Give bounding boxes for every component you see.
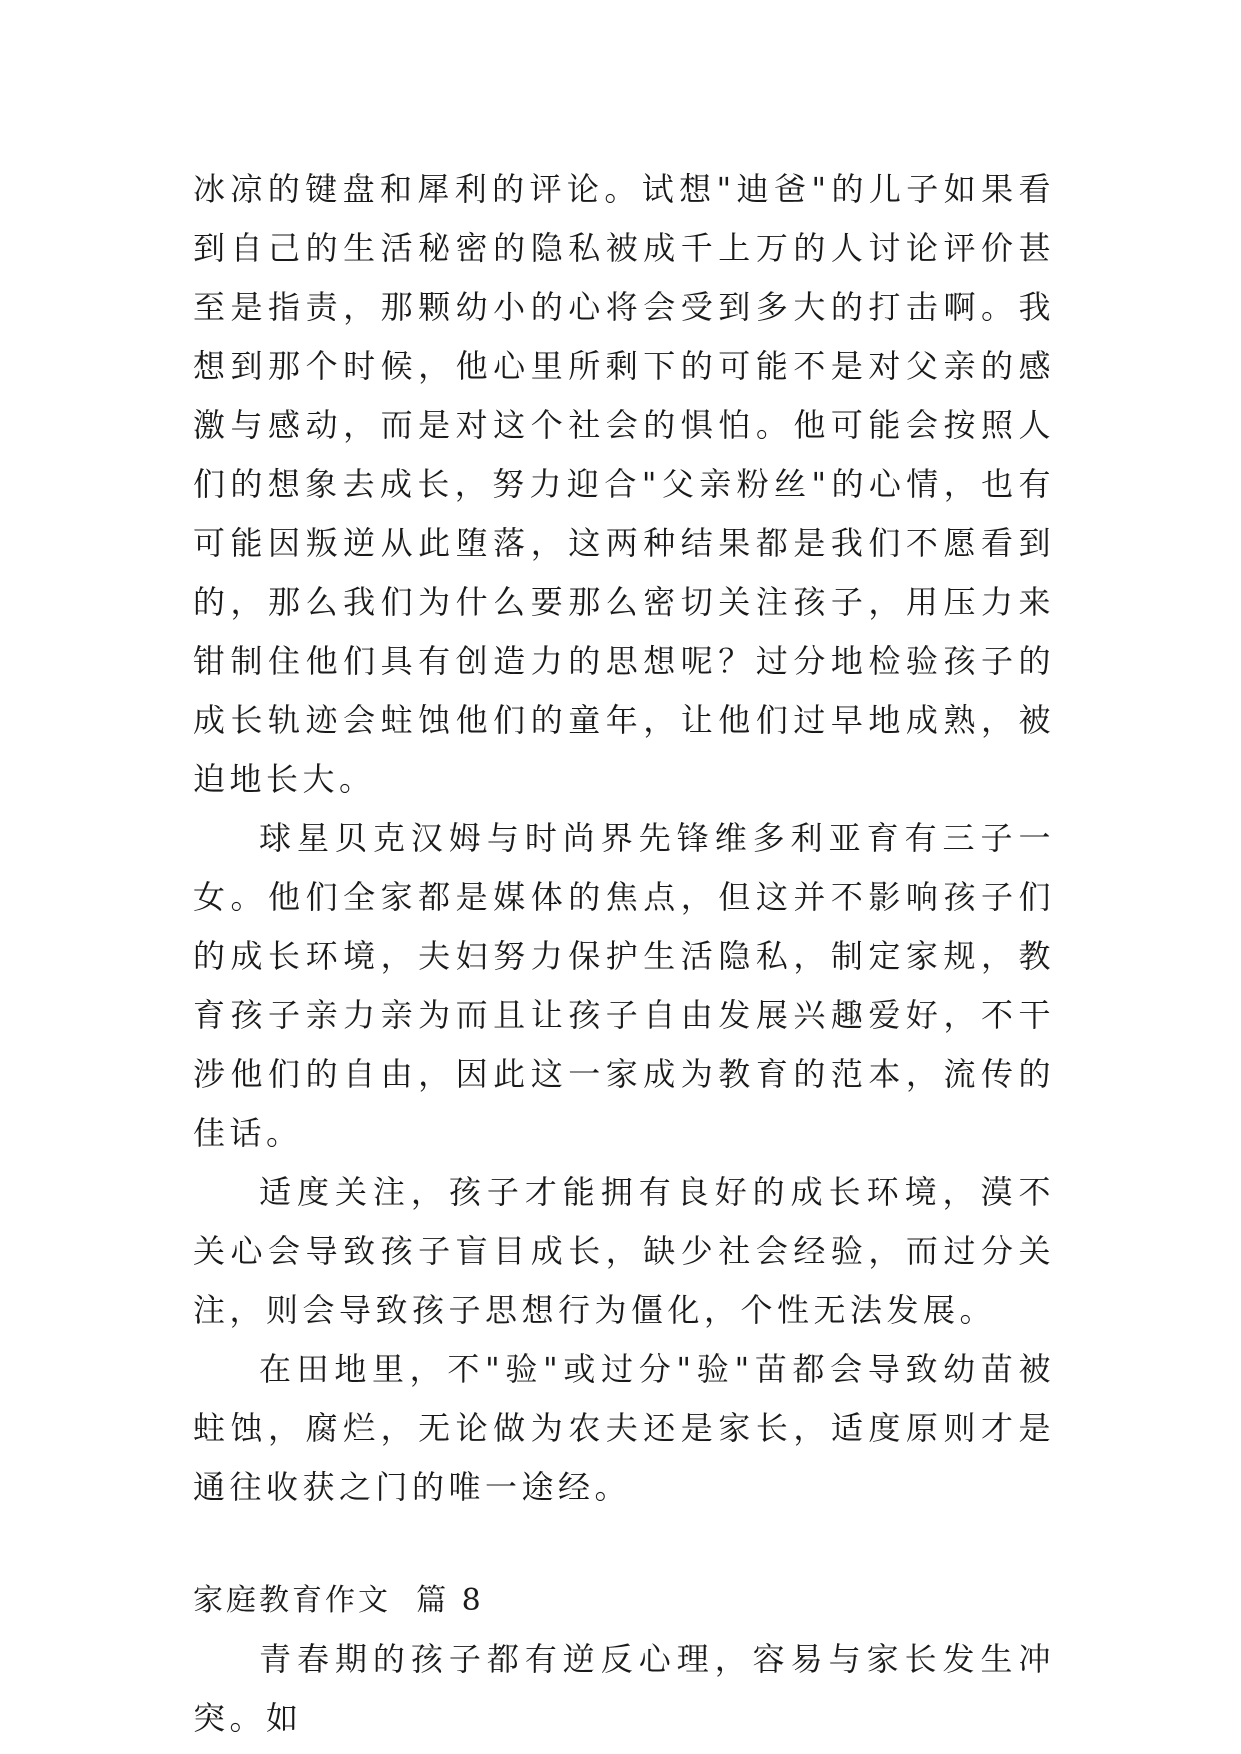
- paragraph-field-metaphor: 在田地里，不"验"或过分"验"苗都会导致幼苗被蛀蚀，腐烂，无论做为农夫还是家长，适度原则才是通往收获之门的唯一途经。: [193, 1350, 1055, 1506]
- section-heading: 家庭教育作文 篇 8: [193, 1583, 484, 1618]
- paragraph-moderate-attention: 适度关注，孩子才能拥有良好的成长环境，漠不关心会导致孩子盲目成长，缺少社会经验，而过分关注，则会导致孩子思想行为僵化，个性无法发展。: [193, 1173, 1055, 1329]
- document-page: [193, 160, 1055, 1748]
- paragraph-beckham: 球星贝克汉姆与时尚界先锋维多利亚育有三子一女。他们全家都是媒体的焦点，但这并不影响孩子们的成长环境，夫妇努力保护生活隐私，制定家规，教育孩子亲力亲为而且让孩子自由发展兴趣爱好，不干涉他们的自由，因此这一家成为教育的范本，流传的佳话。: [193, 819, 1055, 1152]
- paragraph-adolescence: 青春期的孩子都有逆反心理，容易与家长发生冲突。如: [193, 1640, 1055, 1737]
- paragraph-continued: 冰凉的键盘和犀利的评论。试想"迪爸"的儿子如果看到自己的生活秘密的隐私被成千上万的人讨论评价甚至是指责，那颗幼小的心将会受到多大的打击啊。我想到那个时候，他心里所剩下的可能不是对父亲的感激与感动，而是对这个社会的惧怕。他可能会按照人们的想象去成长，努力迎合"父亲粉丝"的心情，也有可能因叛逆从此堕落，这两种结果都是我们不愿看到的，那么我们为什么要那么密切关注孩子，用压力来钳制住他们具有创造力的思想呢？过分地检验孩子的成长轨迹会蛀蚀他们的童年，让他们过早地成熟，被迫地长大。: [193, 170, 1055, 798]
